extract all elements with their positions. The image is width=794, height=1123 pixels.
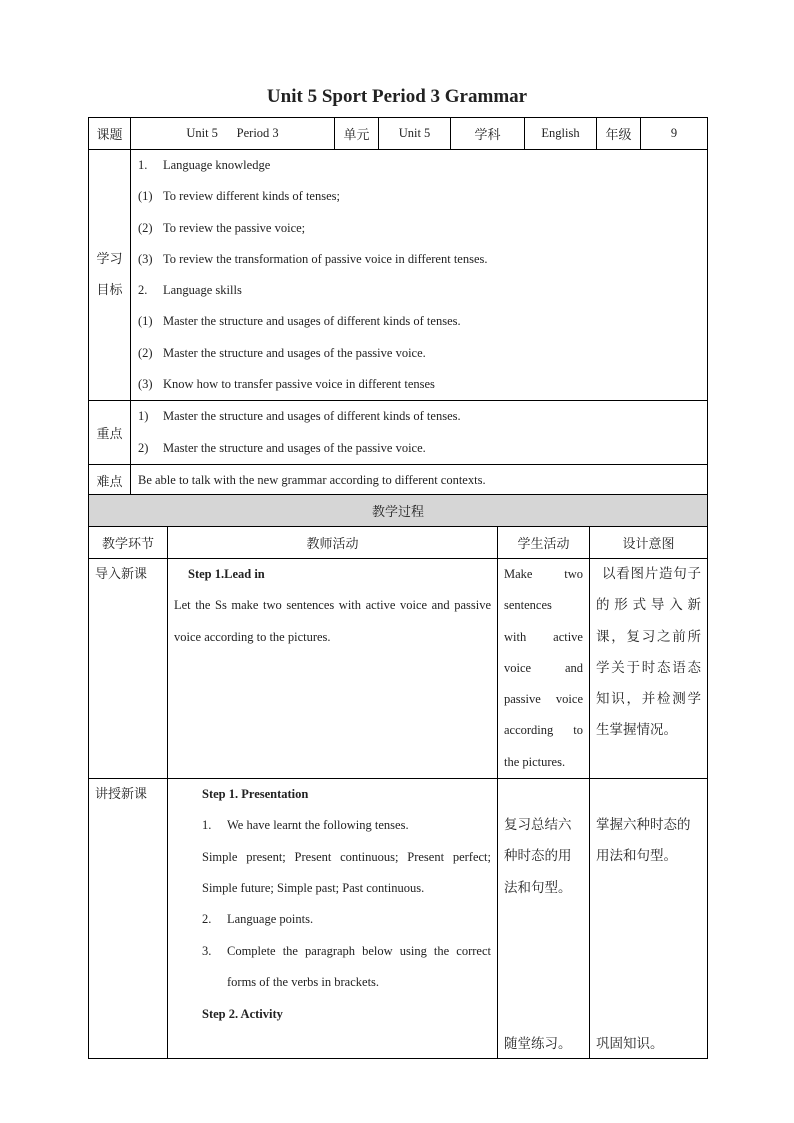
teaching-process-table — [88, 494, 708, 1059]
item-1 — [202, 810, 491, 841]
process-columns-row — [89, 527, 708, 559]
new-lesson-student-text-2: 随堂练习。 — [504, 1036, 572, 1053]
lead-in-design-text: 以看图片造句子的形式导入新课，复习之前所学关于时态语态知识，并检测学生掌握情况。 — [596, 566, 702, 739]
student-activity-line: Make two — [504, 567, 583, 581]
item-3-num: 3. — [202, 943, 212, 958]
objective-line — [131, 150, 707, 181]
lead-in-step-text: Step 1.Lead in — [188, 567, 265, 581]
grade-label: 年级 — [597, 118, 641, 150]
process-heading: 教学过程 — [89, 495, 708, 527]
grade-value: 9 — [641, 118, 708, 150]
unit-value: Unit 5 — [379, 118, 451, 150]
objective-text: To review the transformation of passive voice in different tenses. — [163, 251, 488, 266]
objective-text: Language skills — [163, 283, 242, 298]
objective-text: Language knowledge — [163, 158, 271, 172]
topic-label: 课题 — [89, 118, 131, 150]
process-heading-row — [89, 495, 708, 527]
new-lesson-design-text: 掌握六种时态的用法和句型。 — [596, 817, 691, 865]
objective-line — [131, 306, 707, 337]
objectives-label-line-1: 学习 — [96, 252, 123, 268]
col-stage-header: 教学环节 — [89, 527, 168, 559]
objective-text: Know how to transfer passive voice in different tenses — [163, 377, 435, 392]
objectives-label — [89, 150, 131, 401]
key-points-label: 重点 — [89, 401, 131, 465]
subject-value: English — [525, 118, 597, 150]
new-lesson-stage: 讲授新课 — [89, 779, 168, 1059]
objective-line — [131, 275, 707, 306]
objective-number: 1. — [138, 158, 148, 172]
document-title: Unit 5 Sport Period 3 Grammar — [266, 86, 528, 107]
subject-label: 学科 — [451, 118, 525, 150]
presentation-step-text: Step 1. Presentation — [202, 787, 309, 802]
objective-number: (2) — [138, 345, 153, 360]
key-points-list — [131, 401, 707, 464]
new-lesson-design — [590, 779, 708, 1059]
objective-number: (1) — [138, 314, 153, 329]
lesson-info-table — [88, 117, 708, 497]
item-2 — [202, 904, 491, 935]
difficulty-label: 难点 — [89, 464, 131, 496]
lead-in-teacher-text: Let the Ss make two sentences with active voice and passive voice according to the pictures. — [174, 598, 491, 644]
new-lesson-teacher — [168, 779, 498, 1059]
objective-number: 2. — [138, 283, 148, 298]
col-design-header: 设计意图 — [590, 527, 708, 559]
objective-number: (1) — [138, 189, 153, 204]
activity-step-text: Step 2. Activity — [202, 1007, 283, 1022]
objectives-row — [89, 150, 708, 401]
key-points-content — [131, 401, 708, 465]
key-points-row — [89, 401, 708, 465]
new-lesson-student-text: 复习总结六种时态的用法和句型。 — [504, 817, 572, 896]
objectives-label-line-2: 目标 — [96, 283, 123, 299]
objective-line — [131, 338, 707, 369]
objective-text: To review the passive voice; — [163, 220, 306, 235]
unit-label: 单元 — [335, 118, 379, 150]
student-activity-line: sentences — [504, 598, 552, 613]
objective-number: (3) — [138, 251, 153, 266]
key-point-line — [131, 401, 707, 432]
objective-line — [131, 181, 707, 212]
objectives-content — [131, 150, 708, 401]
item-3 — [202, 936, 491, 999]
new-lesson-student — [498, 779, 590, 1059]
item-2-text: Language points. — [227, 912, 314, 927]
lead-in-step-title — [174, 559, 491, 590]
item-3-text: Complete the paragraph below using the correct forms of the verbs in brackets. — [227, 943, 491, 989]
objective-number: (2) — [138, 220, 153, 235]
objective-line — [131, 244, 707, 275]
presentation-step-title — [202, 779, 491, 810]
objective-number: (3) — [138, 377, 153, 392]
key-point-number: 1) — [138, 409, 149, 424]
lead-in-teacher — [168, 559, 498, 779]
lead-in-design — [590, 559, 708, 779]
item-1-num: 1. — [202, 818, 212, 833]
key-point-text: Master the structure and usages of different kinds of tenses. — [163, 409, 461, 424]
key-point-text: Master the structure and usages of the passive voice. — [163, 440, 426, 455]
student-activity-line: according to — [504, 723, 583, 738]
info-row — [89, 118, 708, 150]
topic-value: Unit 5 Period 3 — [131, 118, 335, 150]
key-point-line — [131, 433, 707, 464]
difficulty-text: Be able to talk with the new grammar according to different contexts. — [138, 472, 486, 487]
objective-line — [131, 369, 707, 400]
student-activity-line: voice and — [504, 660, 583, 675]
objectives-list — [131, 150, 707, 400]
new-lesson-design-text-2: 巩固知识。 — [596, 1036, 664, 1053]
student-activity-line: with active — [504, 629, 583, 644]
student-activity-line: the pictures. — [504, 754, 566, 769]
objective-text: Master the structure and usages of different kinds of tenses. — [163, 314, 461, 329]
tenses-text: Simple present; Present continuous; Present perfect; Simple future; Simple past; Past continuous. — [202, 849, 491, 895]
lead-in-student-lines — [504, 559, 583, 778]
lead-in-row — [89, 559, 708, 779]
new-lesson-row — [89, 779, 708, 1059]
objective-text: Master the structure and usages of the passive voice. — [163, 345, 426, 360]
activity-step-title — [202, 999, 491, 1030]
objective-text: To review different kinds of tenses; — [163, 189, 340, 204]
student-activity-line: passive voice — [504, 692, 583, 707]
col-student-header: 学生活动 — [498, 527, 590, 559]
key-point-number: 2) — [138, 440, 149, 455]
item-2-num: 2. — [202, 912, 212, 927]
difficulty-content — [131, 464, 708, 496]
col-teacher-header: 教师活动 — [168, 527, 498, 559]
objective-line — [131, 213, 707, 244]
item-1-text: We have learnt the following tenses. — [227, 818, 409, 833]
lead-in-stage: 导入新课 — [89, 559, 168, 779]
difficulty-row — [89, 464, 708, 496]
lead-in-student — [498, 559, 590, 779]
